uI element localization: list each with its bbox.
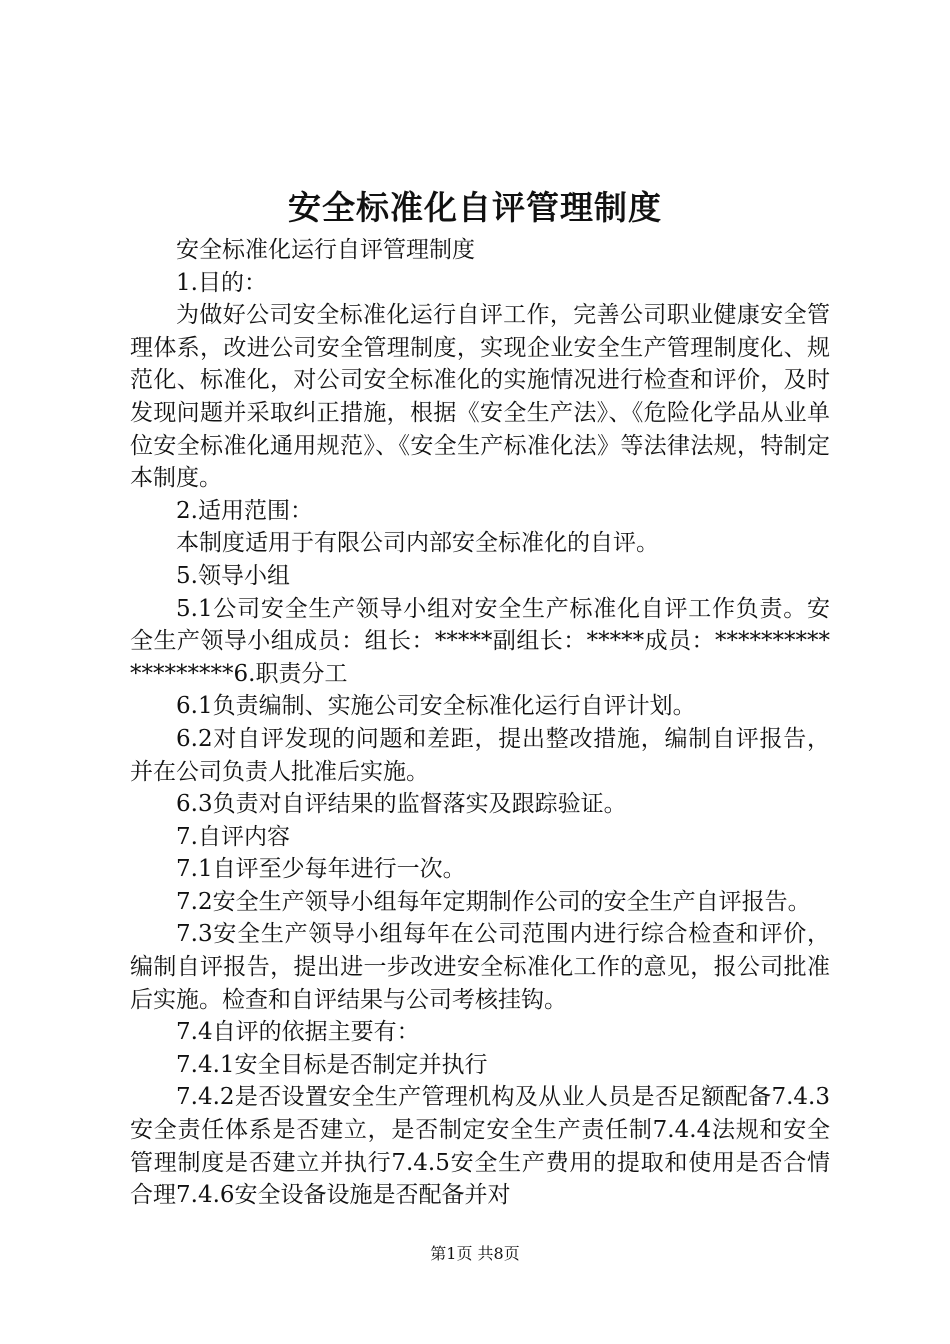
paragraph-duty-6-2: 6.2对自评发现的问题和差距，提出整改措施，编制自评报告，并在公司负责人批准后实施。: [130, 725, 830, 785]
paragraph-duty-6-3: 6.3负责对自评结果的监督落实及跟踪验证。: [176, 791, 627, 818]
document-body: [130, 234, 830, 1212]
paragraph-heading-leadership: 5.领导小组: [176, 562, 290, 589]
paragraph-heading-purpose: 1.目的：: [176, 269, 267, 296]
paragraph-subtitle: 安全标准化运行自评管理制度: [176, 237, 475, 263]
paragraph-heading-scope: 2.适用范围：: [176, 497, 313, 524]
paragraph-content-7-1: 7.1自评至少每年进行一次。: [176, 856, 466, 883]
paragraph-leadership: 5.1公司安全生产领导小组对安全生产标准化自评工作负责。安全生产领导小组成员：组长：*****副组长：*****成员：*******************6.职责分工: [130, 595, 830, 687]
paragraph-heading-content: 7.自评内容: [176, 823, 290, 850]
paragraph-content-7-3: 7.3安全生产领导小组每年在公司范围内进行综合检查和评价，编制自评报告，提出进一步改进安全标准化工作的意见，报公司批准后实施。检查和自评结果与公司考核挂钩。: [130, 921, 830, 1013]
paragraph-purpose: 为做好公司安全标准化运行自评工作，完善公司职业健康安全管理体系，改进公司安全管理制度，实现企业安全生产管理制度化、规范化、标准化，对公司安全标准化的实施情况进行检查和评价，及时发现问题并采取纠正措施，根据《安全生产法》、《危险化学品从业单位安全标准化通用规范》、《安全生产标准化法》等法律法规，特制定本制度。: [130, 302, 830, 492]
paragraph-scope: 本制度适用于有限公司内部安全标准化的自评。: [176, 530, 659, 557]
document-title: 安全标准化自评管理制度: [288, 188, 662, 227]
paragraph-content-7-2: 7.2安全生产领导小组每年定期制作公司的安全生产自评报告。: [176, 888, 811, 915]
paragraph-duty-6-1: 6.1负责编制、实施公司安全标准化运行自评计划。: [176, 693, 696, 720]
paragraph-content-7-4-2: 7.4.2是否设置安全生产管理机构及从业人员是否足额配备7.4.3安全责任体系是否建立，是否制定安全生产责任制7.4.4法规和安全管理制度是否建立并执行7.4.5安全生产费用的提取和使用是否合情合理7.4.6安全设备设施是否配备并对: [130, 1084, 830, 1209]
page-footer: 第1页 共8页: [430, 1244, 520, 1263]
paragraph-content-7-4: 7.4自评的依据主要有：: [176, 1019, 420, 1046]
paragraph-content-7-4-1: 7.4.1安全目标是否制定并执行: [176, 1051, 488, 1078]
